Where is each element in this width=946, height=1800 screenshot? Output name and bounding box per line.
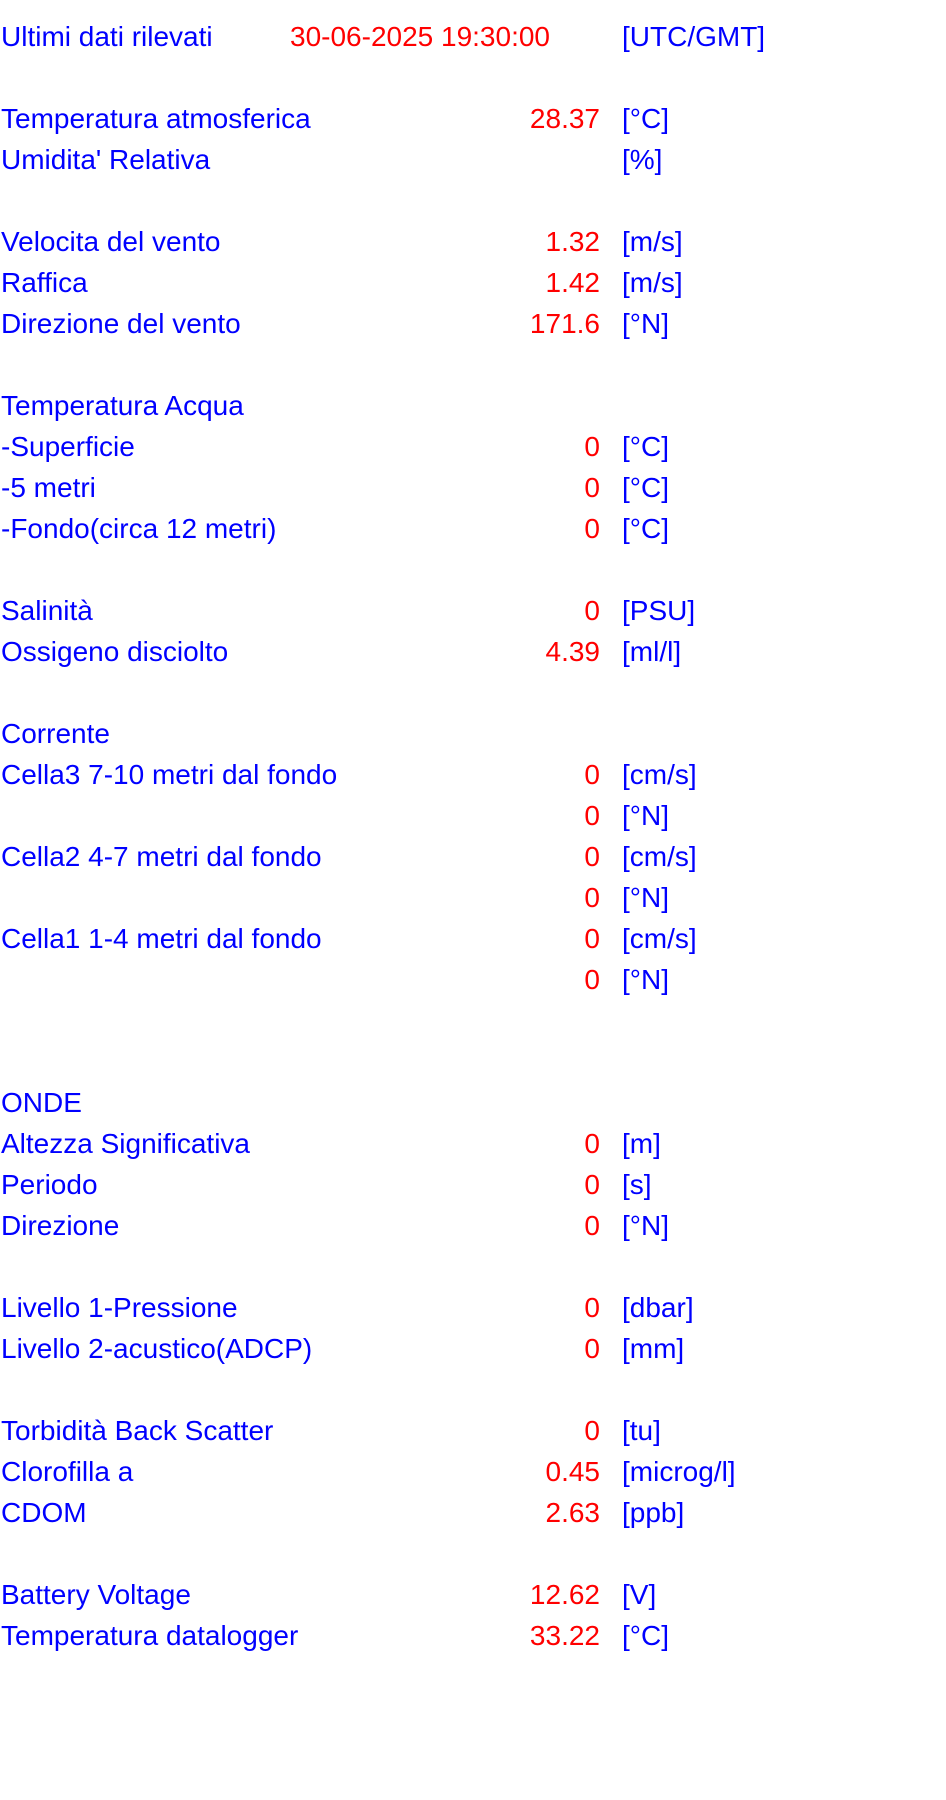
row-label: Direzione: [1, 1210, 120, 1241]
row-value: 0: [584, 513, 600, 544]
row-unit: [cm/s]: [622, 841, 697, 872]
row-unit: [PSU]: [622, 595, 696, 626]
row-salinity: [0, 590, 946, 631]
row-label: -Fondo(circa 12 metri): [1, 513, 277, 544]
row-label: -Superficie: [1, 431, 135, 462]
row-label: Livello 2-acustico(ADCP): [1, 1333, 313, 1364]
row-unit: [dbar]: [622, 1292, 694, 1323]
row-value: 0: [584, 1128, 600, 1159]
row-datalogger-temperature: [0, 1615, 946, 1656]
spacer: [0, 180, 946, 221]
row-value: 0: [584, 472, 600, 503]
row-level-acoustic: [0, 1328, 946, 1369]
row-label: Temperatura atmosferica: [1, 103, 311, 134]
row-label: Umidita' Relativa: [1, 144, 211, 175]
row-value: 1.42: [545, 267, 600, 298]
row-unit: [°C]: [622, 513, 669, 544]
row-label: Direzione del vento: [1, 308, 241, 339]
row-label: Ossigeno disciolto: [1, 636, 229, 667]
row-unit: [tu]: [622, 1415, 661, 1446]
row-value: 0: [584, 800, 600, 831]
row-unit: [m]: [622, 1128, 661, 1159]
row-value: 171.6: [529, 308, 600, 339]
section-title-waves: [0, 1082, 946, 1123]
row-value: 0: [584, 1415, 600, 1446]
row-unit: [°N]: [622, 800, 669, 831]
row-water-5m: [0, 467, 946, 508]
row-unit: [ppb]: [622, 1497, 685, 1528]
spacer: [0, 57, 946, 98]
row-value: 0: [584, 882, 600, 913]
row-unit: [V]: [622, 1579, 657, 1610]
row-value: 0: [584, 923, 600, 954]
row-value: 0: [584, 964, 600, 995]
row-dissolved-oxygen: [0, 631, 946, 672]
row-air-temperature: [0, 98, 946, 139]
spacer: [0, 549, 946, 590]
row-cell2-speed: [0, 836, 946, 877]
row-unit: [m/s]: [622, 267, 683, 298]
spacer: [0, 1000, 946, 1041]
row-value: 33.22: [529, 1620, 600, 1651]
row-value: 0: [584, 1210, 600, 1241]
spacer: [0, 1533, 946, 1574]
row-label: Salinità: [1, 595, 93, 626]
row-level-pressure: [0, 1287, 946, 1328]
section-title: ONDE: [1, 1087, 82, 1118]
header-row: [0, 16, 946, 57]
row-cell2-direction: [0, 877, 946, 918]
header-datetime: 30-06-2025 19:30:00: [290, 21, 550, 52]
row-water-surface: [0, 426, 946, 467]
row-label: Cella3 7-10 metri dal fondo: [1, 759, 338, 790]
row-wind-direction: [0, 303, 946, 344]
row-value: 12.62: [529, 1579, 600, 1610]
row-label: Temperatura datalogger: [1, 1620, 299, 1651]
row-cell3-speed: [0, 754, 946, 795]
row-label: Altezza Significativa: [1, 1128, 251, 1159]
row-unit: [°C]: [622, 431, 669, 462]
row-value: 0: [584, 759, 600, 790]
row-wind-speed: [0, 221, 946, 262]
row-unit: [m/s]: [622, 226, 683, 257]
row-value: 0: [584, 1292, 600, 1323]
row-cell1-speed: [0, 918, 946, 959]
row-value: 0: [584, 595, 600, 626]
row-relative-humidity: [0, 139, 946, 180]
row-unit: [s]: [622, 1169, 652, 1200]
row-value: 1.32: [545, 226, 600, 257]
row-unit: [°C]: [622, 103, 669, 134]
row-unit: [°N]: [622, 964, 669, 995]
row-value: 2.63: [545, 1497, 600, 1528]
row-unit: [°N]: [622, 1210, 669, 1241]
row-turbidity: [0, 1410, 946, 1451]
row-unit: [°N]: [622, 308, 669, 339]
row-unit: [microg/l]: [622, 1456, 736, 1487]
row-battery-voltage: [0, 1574, 946, 1615]
row-label: Torbidità Back Scatter: [1, 1415, 274, 1446]
spacer: [0, 344, 946, 385]
spacer: [0, 672, 946, 713]
row-chlorophyll: [0, 1451, 946, 1492]
row-label: Cella2 4-7 metri dal fondo: [1, 841, 322, 872]
row-cell3-direction: [0, 795, 946, 836]
header-timezone: [UTC/GMT]: [622, 21, 766, 52]
row-value: 0: [584, 1333, 600, 1364]
row-label: Cella1 1-4 metri dal fondo: [1, 923, 322, 954]
row-label: Velocita del vento: [1, 226, 221, 257]
row-value: 0.45: [545, 1456, 600, 1487]
row-label: Battery Voltage: [1, 1579, 191, 1610]
row-label: Clorofilla a: [1, 1456, 134, 1487]
spacer: [0, 1246, 946, 1287]
section-title-current: [0, 713, 946, 754]
spacer: [0, 1369, 946, 1410]
row-label: Livello 1-Pressione: [1, 1292, 238, 1323]
row-label: CDOM: [1, 1497, 87, 1528]
row-unit: [°C]: [622, 472, 669, 503]
row-value: 0: [584, 841, 600, 872]
row-unit: [cm/s]: [622, 759, 697, 790]
row-cell1-direction: [0, 959, 946, 1000]
section-title-water-temperature: [0, 385, 946, 426]
row-label: -5 metri: [1, 472, 96, 503]
row-unit: [cm/s]: [622, 923, 697, 954]
row-label: Raffica: [1, 267, 88, 298]
row-water-bottom: [0, 508, 946, 549]
row-unit: [%]: [622, 144, 663, 175]
row-wave-period: [0, 1164, 946, 1205]
header-label: Ultimi dati rilevati: [1, 21, 213, 52]
row-unit: [mm]: [622, 1333, 685, 1364]
row-unit: [°N]: [622, 882, 669, 913]
data-sheet: [0, 16, 946, 1656]
row-wave-direction: [0, 1205, 946, 1246]
row-label: Periodo: [1, 1169, 98, 1200]
row-value: 0: [584, 431, 600, 462]
spacer: [0, 1041, 946, 1082]
row-value: 0: [584, 1169, 600, 1200]
row-cdom: [0, 1492, 946, 1533]
row-value: 28.37: [529, 103, 600, 134]
row-unit: [ml/l]: [622, 636, 682, 667]
row-unit: [°C]: [622, 1620, 669, 1651]
section-title: Corrente: [1, 718, 110, 749]
row-value: 4.39: [545, 636, 600, 667]
section-title: Temperatura Acqua: [1, 390, 244, 421]
row-wind-gust: [0, 262, 946, 303]
row-wave-height: [0, 1123, 946, 1164]
